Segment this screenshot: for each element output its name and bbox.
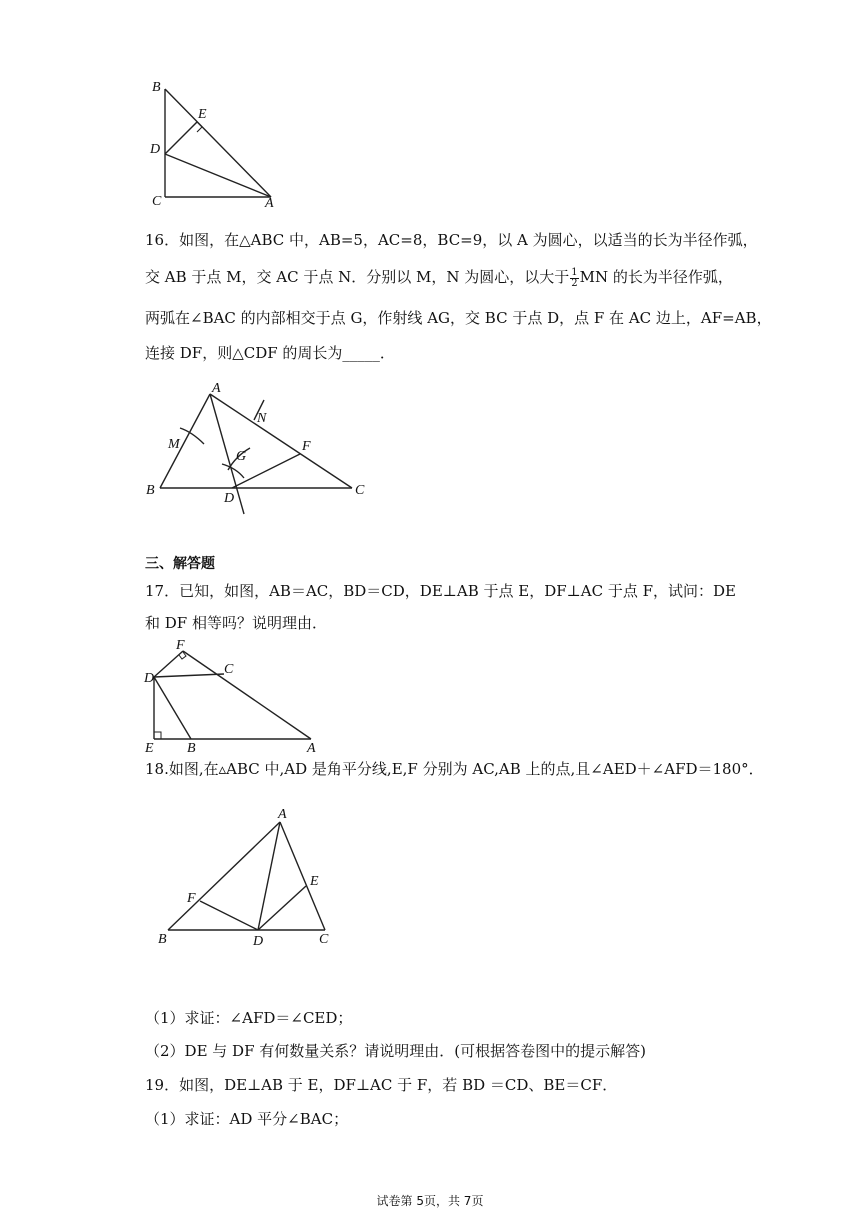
figure-q15-triangle [140, 70, 300, 215]
label-A: A [278, 807, 287, 822]
section-heading: 三、解答题 [145, 556, 215, 572]
q19-sub1: （1）求证：AD 平分∠BAC； [145, 1110, 349, 1128]
label-C: C [152, 194, 162, 209]
label-A: A [265, 196, 274, 211]
q17-line1: 17．已知，如图，AB＝AC，BD＝CD，DE⊥AB 于点 E，DF⊥AC 于点 F，试问：DE [145, 582, 737, 600]
label-E: E [145, 741, 154, 756]
q18-sub1: （1）求证：∠AFD＝∠CED； [145, 1009, 353, 1027]
q19-line1: 19．如图，DE⊥AB 于 E，DF⊥AC 于 F，若 BD ＝CD、BE＝CF． [145, 1076, 618, 1094]
page-footer: 试卷第 5页，共 7页 [376, 1194, 484, 1208]
fraction-half: $\frac{1}{2}$ [571, 266, 578, 289]
figure-q18-triangle [150, 803, 350, 953]
label-D: D [224, 491, 235, 506]
label-B: B [152, 80, 161, 95]
label-D: D [144, 671, 155, 686]
label-B: B [146, 483, 155, 498]
figure-q16-construction [140, 378, 380, 518]
label-D: D [150, 142, 161, 157]
q16-line3: 两弧在∠BAC 的内部相交于点 G，作射线 AG，交 BC 于点 D，点 F 在 AC 边上，AF=AB， [145, 309, 772, 327]
q16-line1: 16．如图，在△ABC 中，AB=5，AC=8，BC=9，以 A 为圆心，以适当的长为半径作弧， [145, 231, 758, 249]
label-A: A [212, 381, 221, 396]
label-M: M [168, 437, 180, 452]
label-E: E [310, 874, 319, 889]
label-F: F [176, 638, 185, 653]
label-F: F [187, 891, 196, 906]
q18-line1: 18.如图,在▵ABC 中,AD 是角平分线,E,F 分别为 AC,AB 上的点,且∠AED＋∠AFD＝180°． [145, 760, 764, 778]
q17-line2: 和 DF 相等吗？说明理由． [145, 614, 327, 632]
label-G: G [236, 449, 247, 464]
label-D: D [253, 934, 264, 949]
label-C: C [319, 932, 329, 947]
label-B: B [158, 932, 167, 947]
label-B: B [187, 741, 196, 756]
q18-sub2: （2）DE 与 DF 有何数量关系？请说明理由．(可根据答卷图中的提示解答) [145, 1042, 646, 1060]
q16-line2a: 交 AB 于点 M，交 AC 于点 N．分别以 M，N 为圆心，以大于 [145, 268, 570, 286]
label-N: N [257, 411, 267, 426]
label-C: C [224, 662, 234, 677]
label-F: F [302, 439, 311, 454]
label-C: C [355, 483, 365, 498]
q16-line2b: MN 的长为半径作弧， [579, 268, 733, 286]
figure-q17-triangle [140, 636, 330, 756]
label-E: E [198, 107, 207, 122]
q16-line2 [145, 267, 733, 289]
label-A: A [307, 741, 316, 756]
q16-line4: 连接 DF，则△CDF 的周长为_____． [145, 344, 395, 362]
